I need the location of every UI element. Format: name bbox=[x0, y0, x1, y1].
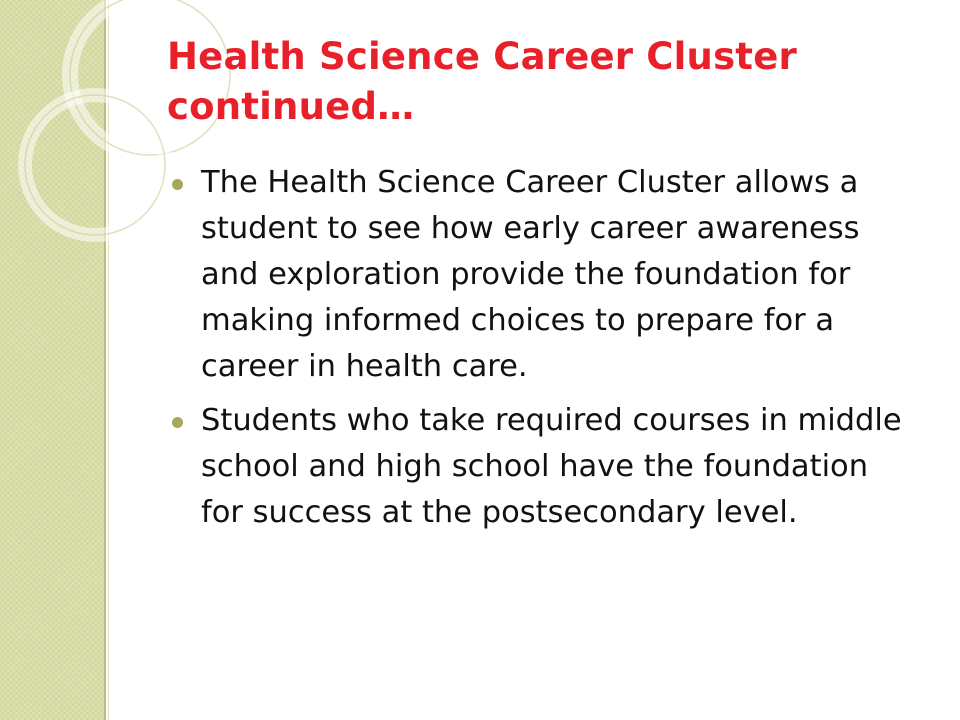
bullet-dot-icon bbox=[172, 179, 183, 190]
bullet-text: Students who take required courses in middle school and high school have the foundation for success at the postsecondary level. bbox=[201, 403, 902, 530]
bullet-dot-icon bbox=[172, 417, 183, 428]
bullet-item bbox=[172, 160, 912, 390]
side-band-texture bbox=[0, 0, 104, 720]
bullet-text: The Health Science Career Cluster allows a student to see how early career awareness and exploration provide the foundation for making informed choices to prepare for a career in health care. bbox=[201, 165, 860, 384]
side-band-divider bbox=[104, 0, 106, 720]
slide-title: Health Science Career Cluster continued… bbox=[167, 35, 797, 128]
bullet-list bbox=[172, 160, 912, 544]
side-band-divider-highlight bbox=[108, 0, 109, 720]
bullet-item bbox=[172, 398, 912, 536]
